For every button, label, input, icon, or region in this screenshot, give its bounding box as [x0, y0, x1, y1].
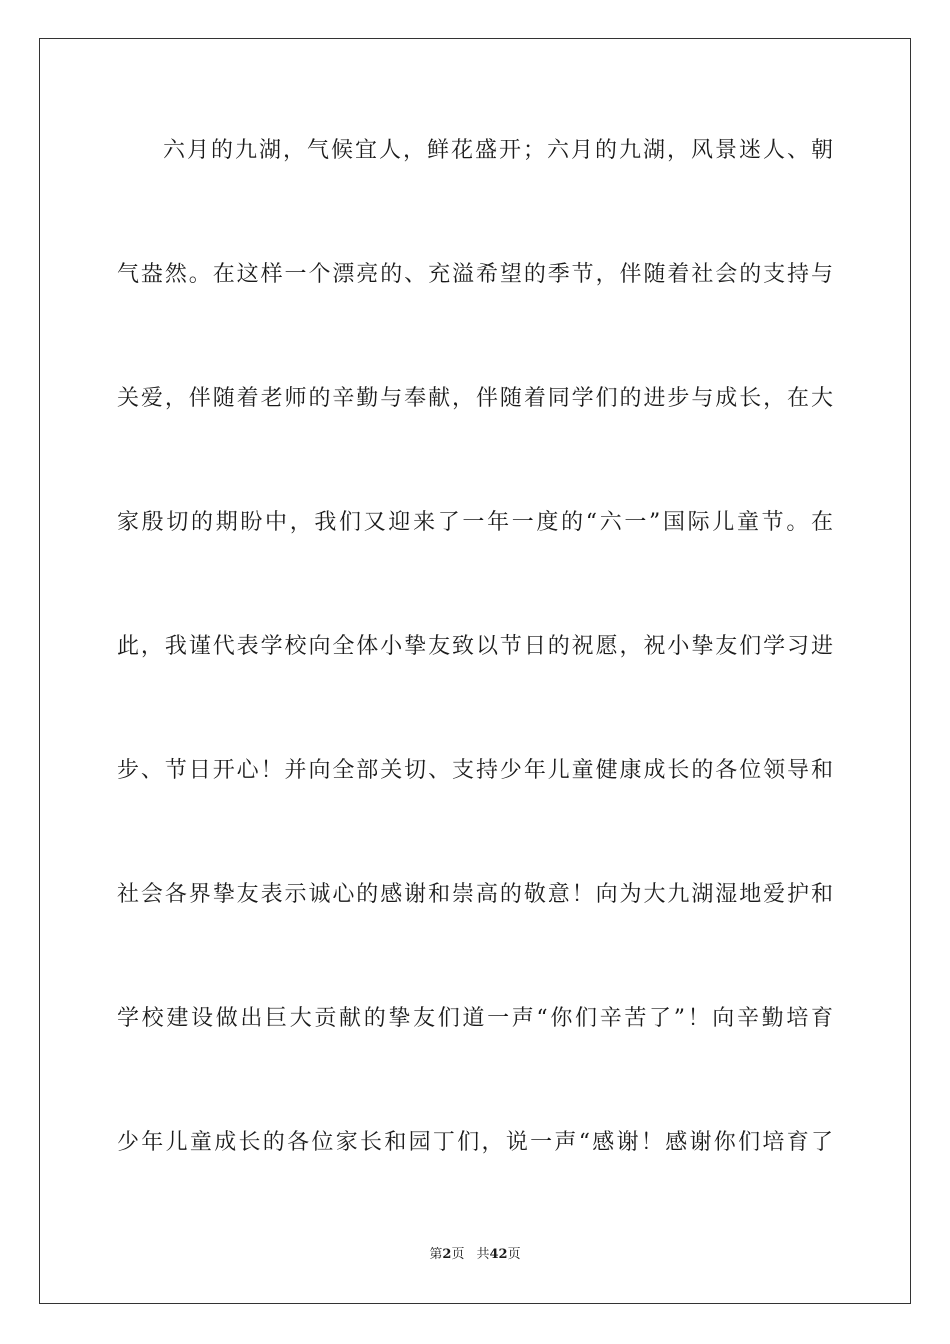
paragraph-line-6: 步、节日开心！并向全部关切、支持少年儿童健康成长的各位领导和 [117, 758, 833, 783]
paragraph-line-4: 家殷切的期盼中，我们又迎来了一年一度的“六一”国际儿童节。在 [117, 510, 833, 535]
paragraph-line-9: 少年儿童成长的各位家长和园丁们，说一声“感谢！感谢你们培育了 [117, 1130, 833, 1155]
paragraph-line-5: 此，我谨代表学校向全体小挚友致以节日的祝愿，祝小挚友们学习进 [117, 634, 833, 659]
paragraph-line-8: 学校建设做出巨大贡献的挚友们道一声“你们辛苦了”！向辛勤培育 [117, 1006, 833, 1031]
total-pages: 42 [489, 1247, 508, 1262]
paragraph-line-1: 六月的九湖，气候宜人，鲜花盛开；六月的九湖，风景迷人、朝 [163, 138, 833, 163]
page-prefix: 第 [429, 1247, 443, 1262]
paragraph-line-7: 社会各界挚友表示诚心的感谢和崇高的敬意！向为大九湖湿地爱护和 [117, 882, 833, 907]
page-footer [0, 1246, 950, 1264]
page-suffix: 页 [451, 1247, 465, 1262]
total-suffix: 页 [507, 1247, 521, 1262]
page-border [39, 38, 911, 1304]
page-number: 2 [442, 1247, 452, 1262]
total-prefix: 共 [476, 1247, 490, 1262]
paragraph-line-3: 关爱，伴随着老师的辛勤与奉献，伴随着同学们的进步与成长，在大 [117, 386, 833, 411]
paragraph-line-2: 气盎然。在这样一个漂亮的、充溢希望的季节，伴随着社会的支持与 [117, 262, 833, 287]
